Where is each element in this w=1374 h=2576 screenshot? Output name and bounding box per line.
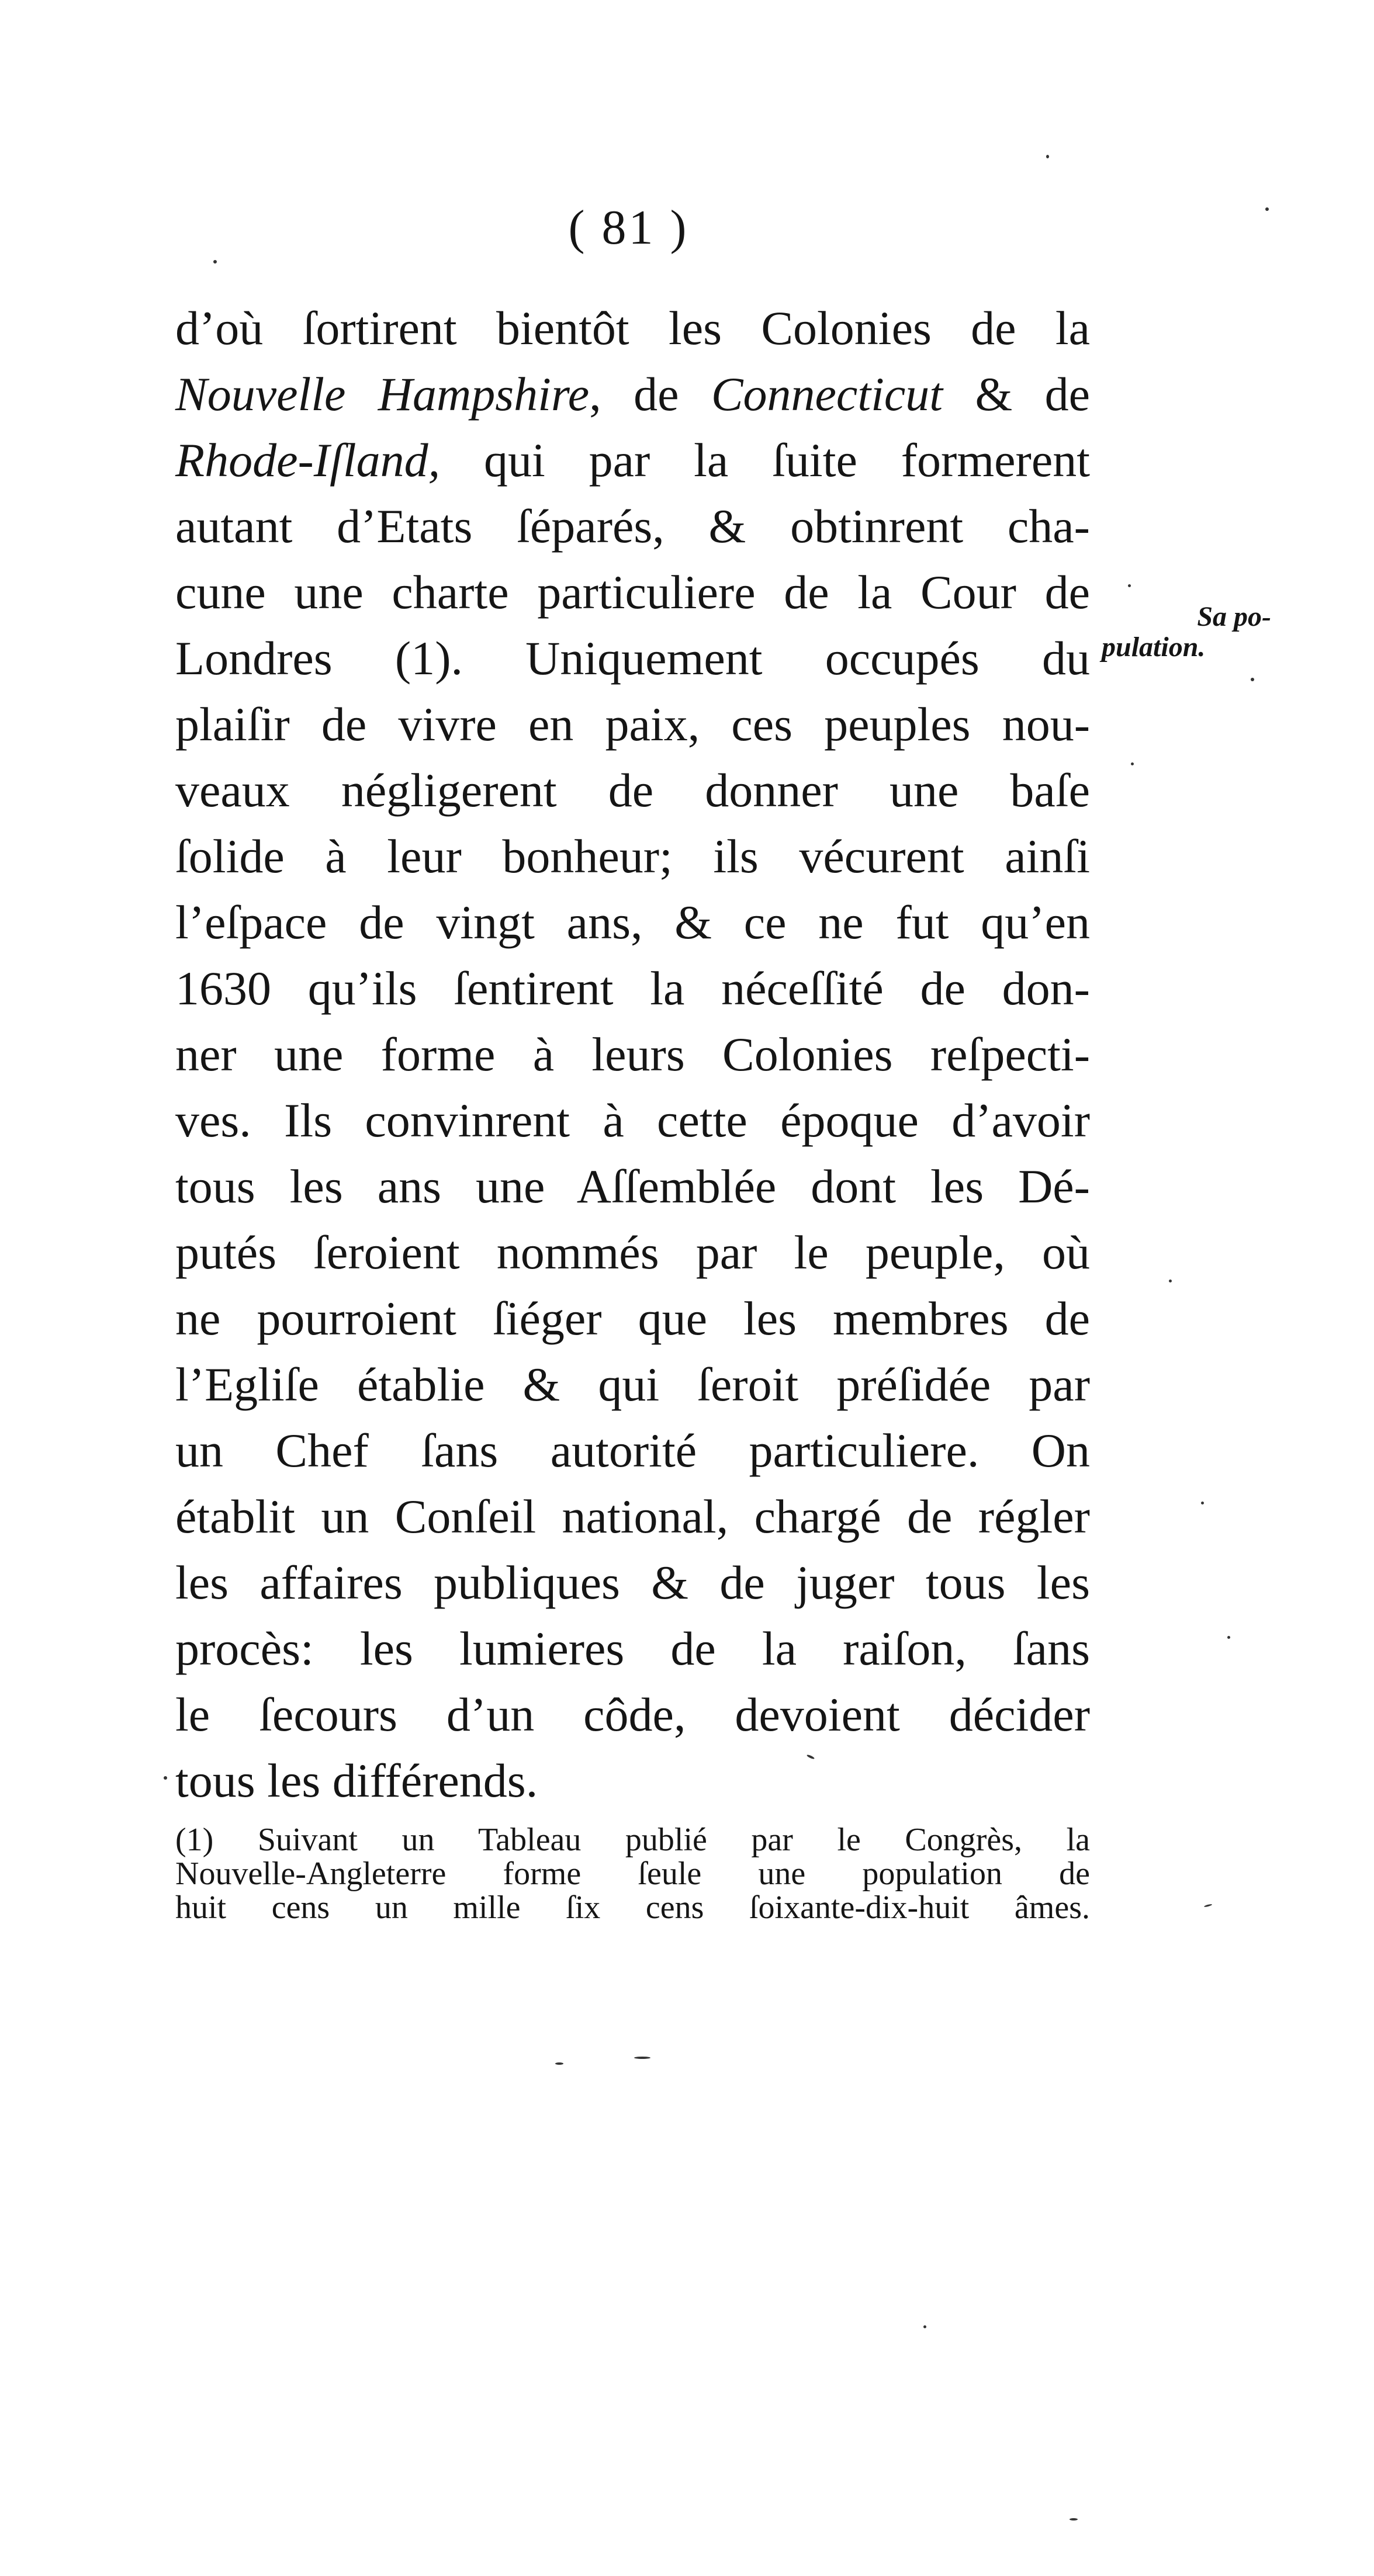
paper-speck (1227, 1636, 1230, 1639)
paper-speck (1169, 1280, 1172, 1282)
paper-speck (213, 260, 217, 264)
text-line: ner une forme à leurs Colonies reſpecti- (175, 1028, 1090, 1081)
footnote-line: Nouvelle-Angleterre forme ſeule une population de (175, 1856, 1090, 1892)
text-line: tous les ans une Aſſemblée dont les Dé- (175, 1160, 1090, 1213)
text-line: le ſecours d’un côde, devoient décider (175, 1688, 1090, 1741)
text-line: l’Egliſe établie & qui ſeroit préſidée par (175, 1358, 1090, 1411)
text-line: ves. Ils convinrent à cette époque d’avoir (175, 1094, 1090, 1147)
margin-note-line: pulation. (1102, 632, 1206, 663)
footnote-line: huit cens un mille ſix cens ſoixante-dix-huit âmes. (175, 1889, 1090, 1926)
text-line: Londres (1). Uniquement occupés du (175, 632, 1090, 685)
italic-place-name: Connecticut (711, 367, 943, 421)
paper-speck (1201, 1502, 1204, 1504)
text-line: l’eſpace de vingt ans, & ce ne fut qu’en (175, 896, 1090, 949)
footnote (175, 1823, 1090, 1925)
text-line: plaiſir de vivre en paix, ces peuples nou- (175, 698, 1090, 751)
text-line: ne pourroient ſiéger que les membres de (175, 1292, 1090, 1345)
paper-speck (1046, 155, 1049, 158)
main-text (175, 295, 1090, 1814)
text-line: ſolide à leur bonheur; ils vécurent ainſi (175, 830, 1090, 883)
text-fragment: , de (589, 367, 711, 421)
italic-place-name: Rhode-Iſland, (175, 434, 441, 487)
text-line: un Chef ſans autorité particuliere. On (175, 1424, 1090, 1477)
text-line (175, 427, 1090, 493)
text-line: cune une charte particuliere de la Cour de (175, 566, 1090, 619)
text-line: tous les différends. (175, 1754, 538, 1807)
text-line: les affaires publiques & de juger tous les (175, 1556, 1090, 1609)
footnote-line: (1) Suivant un Tableau publié par le Congrès, la (175, 1822, 1090, 1858)
text-line: procès: les lumieres de la raiſon, ſans (175, 1622, 1090, 1675)
paper-speck (634, 2057, 650, 2059)
paper-speck (1265, 207, 1269, 211)
page-number: ( 81 ) (568, 200, 689, 255)
text-line (175, 361, 1090, 427)
paper-speck (1128, 584, 1131, 587)
paper-speck (555, 2062, 563, 2065)
paper-speck (1131, 762, 1134, 765)
paper-speck (1204, 1904, 1212, 1908)
margin-note-line: Sa po- (1197, 601, 1271, 632)
paper-speck (164, 1776, 167, 1780)
text-line: autant d’Etats ſéparés, & obtinrent cha- (175, 500, 1090, 553)
text-fragment: qui par la ſuite formerent (440, 434, 1090, 487)
italic-place-name: Nouvelle Hampshire (175, 367, 590, 421)
margin-note (1102, 602, 1271, 663)
paper-speck (1251, 678, 1254, 681)
text-fragment: & de (943, 367, 1090, 421)
paper-speck (1070, 2518, 1078, 2520)
text-line: putés ſeroient nommés par le peuple, où (175, 1226, 1090, 1279)
text-line: d’où ſortirent bientôt les Colonies de la (175, 301, 1090, 355)
paper-speck (923, 2325, 926, 2328)
text-line: veaux négligerent de donner une baſe (175, 764, 1090, 817)
text-line: 1630 qu’ils ſentirent la néceſſité de don- (175, 962, 1090, 1015)
text-line: établit un Conſeil national, chargé de régler (175, 1490, 1090, 1543)
